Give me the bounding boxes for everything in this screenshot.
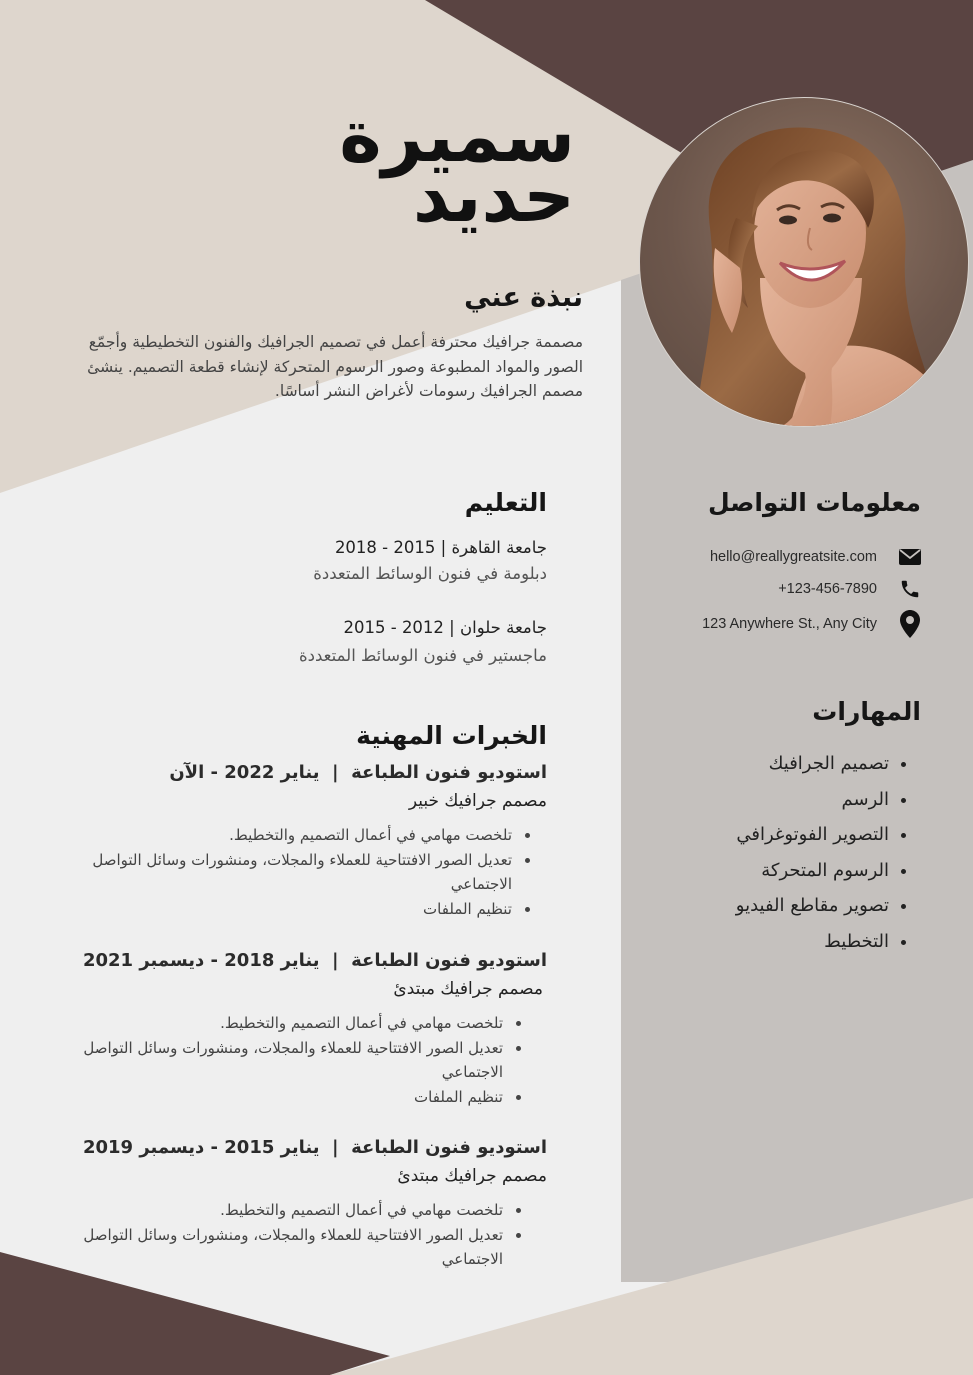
duty-item: • تلخصت مهامي في أعمال التصميم والتخطيط. <box>37 1198 505 1223</box>
last-name: حديد <box>412 154 575 238</box>
location-pin-icon <box>899 610 921 638</box>
experience-title: الخبرات المهنية <box>356 721 547 750</box>
job-period: يناير 2018 - ديسمبر 2021 <box>82 950 320 971</box>
duty-item: • تعديل الصور الافتتاحية للعملاء والمجلات، ومنشورات وسائل التواصل الاجتماعي <box>37 1036 505 1085</box>
job-company: استوديو فنون الطباعة <box>351 1137 547 1158</box>
duty-item: • تنظيم الملفات <box>37 1085 505 1110</box>
contact-address: 123 Anywhere St., Any City <box>702 616 877 632</box>
about-text: مصممة جرافيك محترفة أعمل في تصميم الجرافيك والفنون التخطيطية وأجمّع الصور والمواد المطبوعة وصور الرسوم المتحركة لإنشاء قطعة التصميم. ينشئ مصمم الجرافيك رسومات لأغراض النشر أساسًا. <box>87 333 583 400</box>
contact-phone-row <box>778 578 921 600</box>
job-heading: استوديو فنون الطباعة | يناير 2022 - الآن <box>169 762 547 783</box>
contact-title: معلومات التواصل <box>707 488 921 517</box>
job-heading: استوديو فنون الطباعة | يناير 2015 - ديسمبر 2019 <box>82 1137 547 1158</box>
envelope-icon <box>899 546 921 568</box>
job-entry <box>37 1137 547 1272</box>
duty-item: • تعديل الصور الافتتاحية للعملاء والمجلات، ومنشورات وسائل التواصل الاجتماعي <box>37 848 514 897</box>
duty-item: • تعديل الصور الافتتاحية للعملاء والمجلات، ومنشورات وسائل التواصل الاجتماعي <box>37 1223 505 1272</box>
duty-item: • تلخصت مهامي في أعمال التصميم والتخطيط. <box>37 823 514 848</box>
skills-list <box>629 746 907 959</box>
contact-email[interactable]: hello@reallygreatsite.com <box>709 549 877 565</box>
about-title: نبذة عني <box>464 282 583 313</box>
portrait-illustration <box>640 98 968 426</box>
job-role: مصمم جرافيك مبتدئ <box>393 979 543 999</box>
job-role: مصمم جرافيك مبتدئ <box>397 1166 547 1186</box>
job-heading: استوديو فنون الطباعة | يناير 2018 - ديسمبر 2021 <box>82 950 547 971</box>
contact-email-row <box>710 546 921 568</box>
job-duties <box>37 823 532 921</box>
job-role: مصمم جرافيك خبير <box>408 791 547 811</box>
education-item-degree: دبلومة في فنون الوسائط المتعددة <box>313 564 547 583</box>
duty-item: • تنظيم الملفات <box>37 897 514 922</box>
contact-phone[interactable]: +123-456-7890 <box>778 581 877 597</box>
contact-address-row <box>702 610 921 638</box>
education-item-heading: جامعة حلوان | 2012 - 2015 <box>343 618 547 637</box>
education-item-degree: ماجستير في فنون الوسائط المتعددة <box>299 646 547 665</box>
job-company: استوديو فنون الطباعة <box>351 762 547 783</box>
skill-item: • تصميم الجرافيك <box>629 746 889 782</box>
phone-icon <box>899 578 921 600</box>
education-item <box>67 538 547 583</box>
education-item <box>67 618 547 665</box>
job-period: يناير 2022 - الآن <box>169 762 320 783</box>
skill-item: • التخطيط <box>629 924 889 960</box>
job-duties <box>37 1011 523 1109</box>
job-entry <box>37 762 547 921</box>
profile-photo <box>639 97 969 427</box>
job-entry <box>37 950 547 1109</box>
job-period: يناير 2015 - ديسمبر 2019 <box>82 1137 320 1158</box>
skill-item: • تصوير مقاطع الفيديو <box>629 888 889 924</box>
job-company: استوديو فنون الطباعة <box>351 950 547 971</box>
duty-item: • تلخصت مهامي في أعمال التصميم والتخطيط. <box>37 1011 505 1036</box>
skill-item: • الرسم <box>629 782 889 818</box>
skill-item: • التصوير الفوتوغرافي <box>629 817 889 853</box>
skills-title: المهارات <box>812 697 921 726</box>
education-item-heading: جامعة القاهرة | 2015 - 2018 <box>334 538 547 557</box>
skill-item: • الرسوم المتحركة <box>629 853 889 889</box>
job-duties <box>37 1198 523 1272</box>
education-title: التعليم <box>464 488 547 517</box>
first-name: سميرة <box>339 94 575 178</box>
